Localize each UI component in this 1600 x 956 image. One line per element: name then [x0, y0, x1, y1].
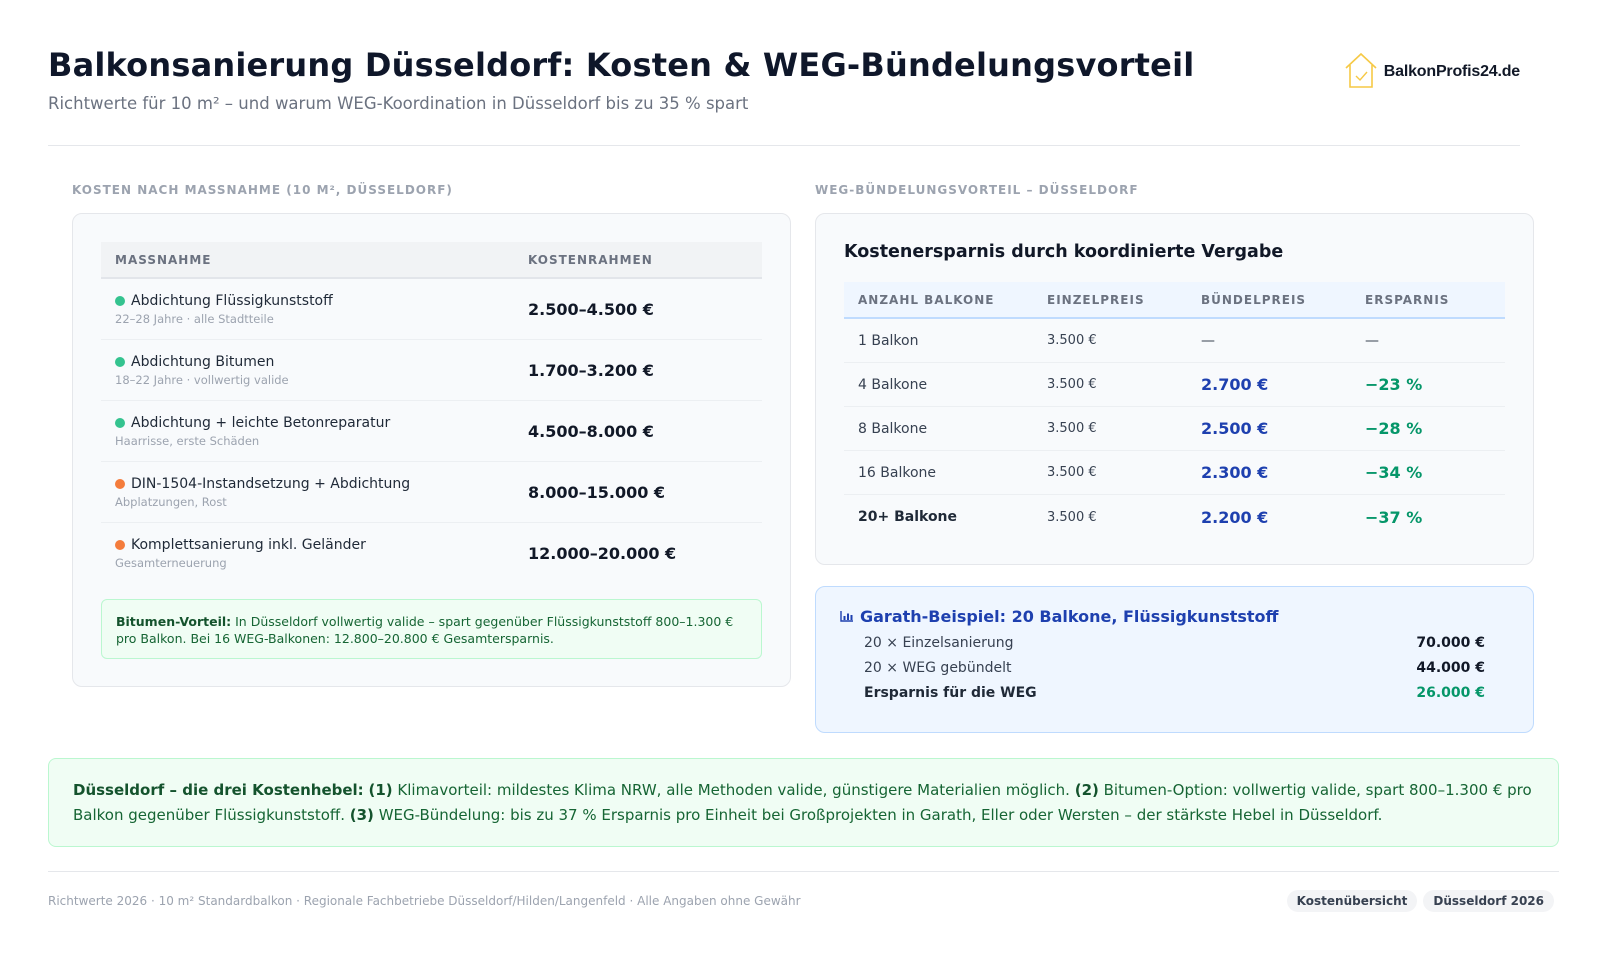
saving-percent: −28 % [1365, 419, 1423, 438]
table-row [844, 363, 1505, 407]
measure-name: Abdichtung + leichte Betonreparatur [131, 414, 391, 431]
measure-name-line [115, 354, 528, 370]
brand-logo[interactable] [1342, 52, 1520, 92]
balcony-count: 1 Balkon [858, 332, 919, 349]
bundle-price: — [1201, 332, 1215, 349]
example-row-label: 20 × WEG gebündelt [864, 660, 1012, 676]
tag-duesseldorf-2026[interactable]: Düsseldorf 2026 [1423, 890, 1554, 912]
status-dot-icon [115, 540, 125, 550]
example-row-bundled [864, 660, 1485, 676]
measure-cell [101, 293, 528, 326]
column-header-cost-range: KOSTENRAHMEN [528, 252, 653, 267]
example-row-label: Ersparnis für die WEG [864, 685, 1037, 701]
bundling-card-title: Kostenersparnis durch koordinierte Vergabe [844, 242, 1284, 262]
bundle-price: 2.700 € [1201, 375, 1269, 394]
balcony-count: 8 Balkone [858, 420, 928, 437]
summary-text-3: WEG-Bündelung: bis zu 37 % Ersparnis pro Einheit bei Großprojekten in Garath, Eller oder Wersten – der stärkste Hebel in Düsseldorf. [373, 806, 1383, 824]
bundling-table [844, 282, 1505, 539]
measure-cell [101, 537, 528, 570]
bundle-price: 2.300 € [1201, 463, 1269, 482]
note-text: In Düsseldorf vollwertig valide – spart gegenüber Flüssigkunststoff 800–1.300 € pro Balkon. Bei 16 WEG-Balkonen: 12.800–20.800 € Gesamtersparnis. [116, 614, 734, 646]
single-price: 3.500 € [1047, 465, 1097, 480]
cost-by-measure-card [72, 213, 791, 687]
single-price: 3.500 € [1047, 377, 1097, 392]
measure-name: Komplettsanierung inkl. Geländer [131, 537, 366, 553]
measure-cell [101, 354, 528, 387]
table-row [101, 401, 762, 462]
summary-lead: Düsseldorf – die drei Kostenhebel: [73, 781, 364, 799]
tag-cost-overview[interactable]: Kostenübersicht [1287, 890, 1418, 912]
balcony-count: 16 Balkone [858, 464, 936, 481]
page-title: Balkonsanierung Düsseldorf: Kosten & WEG-Bündelungsvorteil [48, 46, 1195, 84]
house-logo-icon [1342, 50, 1380, 94]
measure-name: Abdichtung Bitumen [131, 353, 275, 370]
cost-range: 8.000–15.000 € [528, 482, 666, 502]
summary-text-1: Klimavorteil: mildestes Klima NRW, alle Methoden valide, günstigere Materialien möglich. [392, 781, 1075, 799]
table-row [844, 407, 1505, 451]
column-header-bundle-price: BÜNDELPREIS [1201, 292, 1307, 307]
table-row [101, 340, 762, 401]
bundling-card [815, 213, 1534, 565]
single-price: 3.500 € [1047, 421, 1097, 436]
note-label: Bitumen-Vorteil: [116, 614, 232, 629]
cost-range: 4.500–8.000 € [528, 421, 654, 441]
summary-number-2: (2) [1074, 781, 1099, 799]
bundling-table-header [844, 282, 1505, 319]
measure-name: DIN-1504-Instandsetzung + Abdichtung [131, 475, 411, 492]
balcony-count: 4 Balkone [858, 376, 928, 393]
saving-percent: −34 % [1365, 463, 1423, 482]
table-row [844, 451, 1505, 495]
table-row [101, 462, 762, 523]
measure-name-line [115, 537, 528, 553]
table-row [101, 523, 762, 584]
bar-chart-icon [840, 607, 854, 626]
cost-levers-summary [48, 758, 1559, 847]
summary-number-3: (3) [349, 806, 374, 824]
example-row-value: 44.000 € [1416, 660, 1485, 676]
example-row-single [864, 635, 1485, 651]
single-price: 3.500 € [1047, 509, 1097, 525]
saving-percent: −37 % [1365, 507, 1423, 527]
table-row [101, 279, 762, 340]
cost-table [101, 242, 762, 584]
status-dot-icon [115, 418, 125, 428]
footer-divider [48, 871, 1559, 872]
bundle-price: 2.200 € [1201, 507, 1269, 527]
summary-text-2: Bitumen-Option: vollwertig valide, spart 800–1.300 € pro Balkon gegenüber Flüssigkunststoff. [73, 781, 1532, 824]
right-section-label: WEG-BÜNDELUNGSVORTEIL – DÜSSELDORF [815, 183, 1139, 197]
left-section-label: KOSTEN NACH MASSNAHME (10 M², DÜSSELDORF) [72, 183, 453, 197]
table-row [844, 495, 1505, 539]
cost-table-header [101, 242, 762, 279]
example-row-value: 70.000 € [1416, 635, 1485, 651]
column-header-single-price: EINZELPREIS [1047, 292, 1145, 307]
footer-tags [1287, 890, 1554, 912]
single-price: 3.500 € [1047, 333, 1097, 348]
status-dot-icon [115, 357, 125, 367]
example-row-value: 26.000 € [1416, 685, 1485, 701]
measure-detail: Haarrisse, erste Schäden [115, 433, 260, 448]
saving-percent: — [1365, 332, 1379, 349]
example-title: Garath-Beispiel: 20 Balkone, Flüssigkunststoff [860, 607, 1279, 626]
cost-range: 2.500–4.500 € [528, 299, 654, 319]
column-header-count: ANZAHL BALKONE [858, 292, 995, 307]
saving-percent: −23 % [1365, 375, 1423, 394]
measure-detail: 22–28 Jahre · alle Stadtteile [115, 311, 274, 326]
balcony-count: 20+ Balkone [858, 509, 958, 525]
measure-name-line [115, 415, 528, 431]
table-row [844, 319, 1505, 363]
column-header-measure: MASSNAHME [115, 252, 212, 267]
summary-number-1: (1) [368, 781, 393, 799]
column-header-saving: ERSPARNIS [1365, 292, 1450, 307]
garath-example-card [815, 586, 1534, 733]
status-dot-icon [115, 296, 125, 306]
bitumen-advantage-note [101, 599, 762, 659]
measure-cell [101, 476, 528, 509]
measure-detail: Abplatzungen, Rost [115, 494, 227, 509]
cost-range: 12.000–20.000 € [528, 544, 677, 563]
measure-name: Abdichtung Flüssigkunststoff [131, 292, 333, 309]
status-dot-icon [115, 479, 125, 489]
footer-disclaimer: Richtwerte 2026 · 10 m² Standardbalkon · Regionale Fachbetriebe Düsseldorf/Hilden/Langenfeld · Alle Angaben ohne Gewähr [48, 894, 801, 908]
measure-cell [101, 415, 528, 448]
brand-name: BalkonProfis24.de [1383, 63, 1520, 80]
measure-name-line [115, 293, 528, 309]
page-subtitle: Richtwerte für 10 m² – und warum WEG-Koordination in Düsseldorf bis zu 35 % spart [48, 94, 749, 113]
bundle-price: 2.500 € [1201, 419, 1269, 438]
cost-range: 1.700–3.200 € [528, 360, 654, 380]
measure-detail: 18–22 Jahre · vollwertig valide [115, 372, 289, 387]
example-row-total [864, 685, 1485, 701]
measure-name-line [115, 476, 528, 492]
page-header [48, 0, 1520, 146]
example-title-row [840, 607, 1279, 626]
measure-detail: Gesamterneuerung [115, 556, 227, 570]
example-row-label: 20 × Einzelsanierung [864, 635, 1014, 651]
